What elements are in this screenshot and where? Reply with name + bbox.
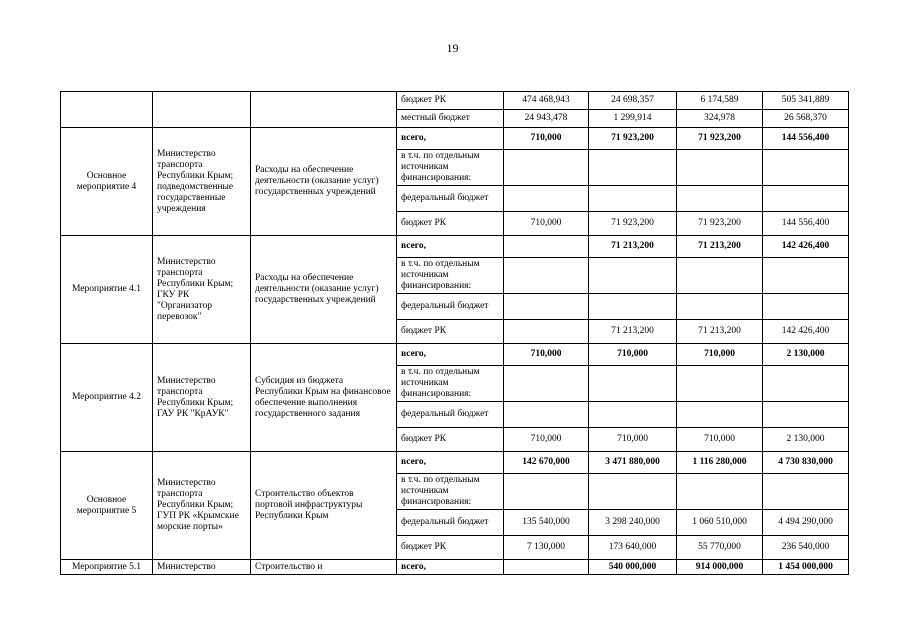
value-cell: 710,000 bbox=[504, 128, 589, 150]
executor-cell: Министерство транспорта Республики Крым; ГАУ РК "КрАУК" bbox=[153, 344, 251, 452]
total-cell bbox=[763, 474, 849, 510]
value-cell bbox=[504, 258, 589, 294]
value-cell: 71 923,200 bbox=[589, 128, 677, 150]
source-label: всего, bbox=[397, 344, 504, 366]
value-cell: 710,000 bbox=[677, 344, 763, 366]
expense-cell: Строительство объектов портовой инфраструктуры Республики Крым bbox=[251, 452, 397, 560]
total-cell bbox=[763, 258, 849, 294]
expense-cell: Расходы на обеспечение деятельности (оказание услуг) государственных учреждений bbox=[251, 236, 397, 344]
value-cell: 24 698,357 bbox=[589, 92, 677, 110]
value-cell: 914 000,000 bbox=[677, 560, 763, 575]
total-cell bbox=[763, 294, 849, 320]
total-cell: 4 494 290,000 bbox=[763, 510, 849, 536]
value-cell bbox=[677, 294, 763, 320]
value-cell: 142 670,000 bbox=[504, 452, 589, 474]
value-cell: 1 116 280,000 bbox=[677, 452, 763, 474]
source-label: федеральный бюджет bbox=[397, 402, 504, 428]
value-cell: 324,978 bbox=[677, 110, 763, 128]
executor-cell: Министерство транспорта Республики Крым; ГУП РК «Крымские морские порты» bbox=[153, 452, 251, 560]
event-cell: Мероприятие 5.1 bbox=[61, 560, 153, 575]
value-cell bbox=[589, 294, 677, 320]
value-cell: 710,000 bbox=[589, 344, 677, 366]
source-label: федеральный бюджет bbox=[397, 294, 504, 320]
executor-cell: Министерство транспорта Республики Крым; ГКУ РК "Организатор перевозок" bbox=[153, 236, 251, 344]
value-cell bbox=[504, 186, 589, 212]
value-cell bbox=[589, 150, 677, 186]
value-cell bbox=[504, 236, 589, 258]
total-cell: 2 130,000 bbox=[763, 344, 849, 366]
value-cell: 71 923,200 bbox=[677, 212, 763, 236]
source-label: бюджет РК bbox=[397, 428, 504, 452]
table-row bbox=[61, 128, 849, 150]
value-cell: 7 130,000 bbox=[504, 536, 589, 560]
value-cell bbox=[504, 560, 589, 575]
value-cell: 710,000 bbox=[504, 428, 589, 452]
source-label: всего, bbox=[397, 128, 504, 150]
expense-cell: Строительство и bbox=[251, 560, 397, 575]
value-cell: 55 770,000 bbox=[677, 536, 763, 560]
event-cell: Основное мероприятие 4 bbox=[61, 128, 153, 236]
value-cell: 1 299,914 bbox=[589, 110, 677, 128]
source-label: в т.ч. по отдельным источникам финансирования: bbox=[397, 474, 504, 510]
value-cell: 71 213,200 bbox=[589, 320, 677, 344]
value-cell: 710,000 bbox=[677, 428, 763, 452]
total-cell bbox=[763, 150, 849, 186]
value-cell: 540 000,000 bbox=[589, 560, 677, 575]
value-cell bbox=[677, 150, 763, 186]
table-row bbox=[61, 92, 849, 110]
table-row bbox=[61, 560, 849, 575]
budget-table bbox=[60, 91, 849, 575]
total-cell: 236 540,000 bbox=[763, 536, 849, 560]
source-label: в т.ч. по отдельным источникам финансирования: bbox=[397, 258, 504, 294]
value-cell: 474 468,943 bbox=[504, 92, 589, 110]
value-cell: 710,000 bbox=[504, 212, 589, 236]
table-row bbox=[61, 452, 849, 474]
total-cell: 142 426,400 bbox=[763, 236, 849, 258]
value-cell bbox=[589, 258, 677, 294]
value-cell bbox=[589, 474, 677, 510]
total-cell bbox=[763, 366, 849, 402]
expense-cell bbox=[251, 92, 397, 128]
value-cell: 24 943,478 bbox=[504, 110, 589, 128]
value-cell bbox=[504, 294, 589, 320]
value-cell: 71 923,200 bbox=[677, 128, 763, 150]
value-cell bbox=[677, 366, 763, 402]
value-cell: 71 213,200 bbox=[677, 320, 763, 344]
source-label: бюджет РК bbox=[397, 92, 504, 110]
value-cell bbox=[677, 474, 763, 510]
value-cell: 3 298 240,000 bbox=[589, 510, 677, 536]
value-cell: 71 213,200 bbox=[677, 236, 763, 258]
total-cell: 144 556,400 bbox=[763, 212, 849, 236]
source-label: в т.ч. по отдельным источникам финансирования: bbox=[397, 366, 504, 402]
total-cell: 505 341,889 bbox=[763, 92, 849, 110]
value-cell: 710,000 bbox=[504, 344, 589, 366]
value-cell: 3 471 880,000 bbox=[589, 452, 677, 474]
total-cell: 1 454 000,000 bbox=[763, 560, 849, 575]
value-cell bbox=[589, 366, 677, 402]
value-cell bbox=[504, 150, 589, 186]
source-label: бюджет РК bbox=[397, 212, 504, 236]
value-cell bbox=[589, 402, 677, 428]
value-cell: 71 923,200 bbox=[589, 212, 677, 236]
table-row bbox=[61, 344, 849, 366]
total-cell: 144 556,400 bbox=[763, 128, 849, 150]
expense-cell: Расходы на обеспечение деятельности (оказание услуг) государственных учреждений bbox=[251, 128, 397, 236]
value-cell: 710,000 bbox=[589, 428, 677, 452]
expense-cell: Субсидия из бюджета Республики Крым на финансовое обеспечение выполнения государственного задания bbox=[251, 344, 397, 452]
event-cell: Мероприятие 4.1 bbox=[61, 236, 153, 344]
value-cell bbox=[504, 402, 589, 428]
executor-cell bbox=[153, 92, 251, 128]
value-cell bbox=[589, 186, 677, 212]
source-label: бюджет РК bbox=[397, 536, 504, 560]
source-label: федеральный бюджет bbox=[397, 186, 504, 212]
total-cell: 4 730 830,000 bbox=[763, 452, 849, 474]
total-cell: 142 426,400 bbox=[763, 320, 849, 344]
event-cell: Основное мероприятие 5 bbox=[61, 452, 153, 560]
source-label: бюджет РК bbox=[397, 320, 504, 344]
value-cell bbox=[504, 366, 589, 402]
total-cell bbox=[763, 186, 849, 212]
source-label: местный бюджет bbox=[397, 110, 504, 128]
value-cell: 71 213,200 bbox=[589, 236, 677, 258]
page-number: 19 bbox=[446, 41, 459, 55]
source-label: всего, bbox=[397, 452, 504, 474]
executor-cell: Министерство bbox=[153, 560, 251, 575]
value-cell bbox=[677, 258, 763, 294]
value-cell bbox=[677, 402, 763, 428]
source-label: всего, bbox=[397, 560, 504, 575]
event-cell bbox=[61, 92, 153, 128]
value-cell: 1 060 510,000 bbox=[677, 510, 763, 536]
total-cell: 26 568,370 bbox=[763, 110, 849, 128]
value-cell: 173 640,000 bbox=[589, 536, 677, 560]
value-cell bbox=[677, 186, 763, 212]
total-cell: 2 130,000 bbox=[763, 428, 849, 452]
value-cell bbox=[504, 320, 589, 344]
source-label: всего, bbox=[397, 236, 504, 258]
value-cell bbox=[504, 474, 589, 510]
source-label: в т.ч. по отдельным источникам финансирования: bbox=[397, 150, 504, 186]
total-cell bbox=[763, 402, 849, 428]
source-label: федеральный бюджет bbox=[397, 510, 504, 536]
executor-cell: Министерство транспорта Республики Крым; подведомственные государственные учреждения bbox=[153, 128, 251, 236]
event-cell: Мероприятие 4.2 bbox=[61, 344, 153, 452]
value-cell: 6 174,589 bbox=[677, 92, 763, 110]
table-row bbox=[61, 236, 849, 258]
value-cell: 135 540,000 bbox=[504, 510, 589, 536]
